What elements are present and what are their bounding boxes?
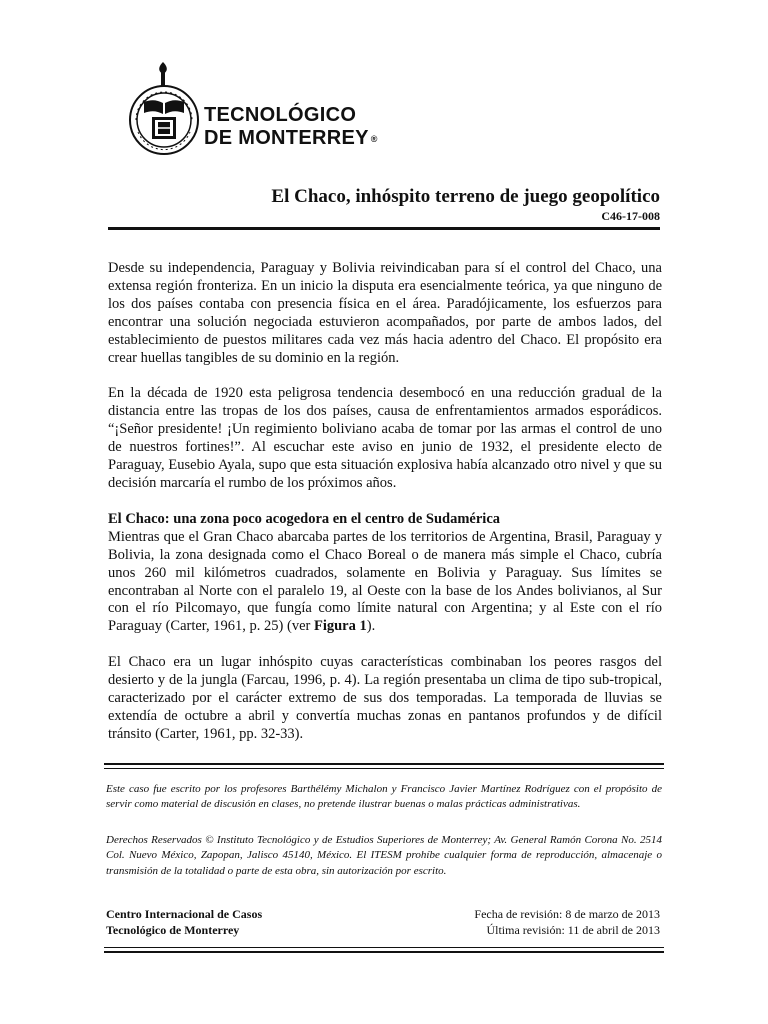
revision-info [474,906,660,938]
case-code: C46-17-008 [601,209,660,223]
section-heading: El Chaco: una zona poco acogedora en el centro de Sudamérica [108,510,501,527]
paragraph-4: El Chaco era un lugar inhóspito cuyas características combinaban los peores rasgos del desierto y de la jungla (Farcau, 1996, p. 4). La región presentaba un clima de tipo sub-tropical, caracterizado por el carácter extremo de sus dos temporadas. La temporada de lluvias se extendía de octubre a abril y convertía muchas zonas en pantanos profundos y de difícil tránsito (Carter, 1961, pp. 32-33). [108,654,662,742]
footer-divider-top-thin [104,768,664,769]
case-center-line-1: Centro Internacional de Casos [106,907,263,921]
footer-divider-top [104,763,664,765]
footer-divider-bottom-thin [104,947,664,948]
paragraph-3 [108,529,662,636]
authorship-note: Este caso fue escrito por los profesores Barthélémy Michalon y Francisco Javier Martínez Rodríguez con el propósito de servir como material de discusión en clases, no pretende ilustrar buenas o malas prácticas administrativas. [106,783,662,811]
last-revision-date: Última revisión: 11 de abril de 2013 [486,923,660,937]
paragraph-3-end: ). [366,618,376,635]
case-center [106,906,262,938]
document-body [108,260,662,762]
paragraph-1: Desde su independencia, Paraguay y Bolivia reivindicaban para sí el control del Chaco, una extensa región fronteriza. En un inicio la disputa era esencialmente teórica, ya que ninguno de los dos países contaba con presencia física en el área. Paradójicamente, los esfuerzos para encontrar una solución negociada estuvieron acompañados, por parte de ambos lados, del establecimiento de puestos militares cada vez más hacia adentro del Chaco. El propósito era crear huellas tangibles de su dominio en la región. [108,260,662,366]
paragraph-2: En la década de 1920 esta peligrosa tendencia desembocó en una reducción gradual de la distancia entre las tropas de los dos países, causa de enfrentamientos armados esporádicos. “¡Señor presidente! ¡Un regimiento boliviano acaba de tomar por las armas el control de uno de nuestros fortines!”. Al escuchar este aviso en junio de 1932, el presidente electo de Paraguay, Eusebio Ayala, supo que esta situación explosiva había alcanzado otro nivel y que su decisión marcaría el rumbo de los próximos años. [108,385,662,491]
document-title: El Chaco, inhóspito terreno de juego geopolítico [271,186,660,207]
copyright-note: Derechos Reservados © Instituto Tecnológico y de Estudios Superiores de Monterrey; Av. General Ramón Corona No. 2514 Col. Nuevo México, Zapopan, Jalisco 45140, México. El ITESM prohíbe cualquier forma de reproducción, almacenaje o transmisión de la totalidad o parte de esta obra, sin autorización por escrito. [106,834,662,877]
footer-divider-bottom [104,951,664,953]
brand-line-1: TECNOLÓGICO [204,104,357,126]
revision-date: Fecha de revisión: 8 de marzo de 2013 [474,907,660,921]
brand-line-2-text: DE MONTERREY [204,127,369,149]
figure-reference: Figura 1 [313,618,367,635]
case-center-line-2: Tecnológico de Monterrey [106,923,240,937]
brand-name [204,104,378,150]
registered-mark: ® [370,134,378,144]
brand-line-2 [204,127,378,150]
paragraph-3-text: Mientras que el Gran Chaco abarcaba partes de los territorios de Argentina, Brasil, Paraguay y Bolivia, la zona designada como el Chaco Boreal o de manera más simple el Chaco, cubría unos 260 mil kilómetros cuadrados, solamente en Bolivia y Paraguay. Sus límites se encontraban al Norte con el paralelo 19, al Oeste con la base de los Andes bolivianos, al Sur con el río Pilcomayo, que fungía como límite natural con Argentina; y al Este con el río Paraguay (Carter, 1961, p. 25) (ver [108,528,662,635]
institution-logo [126,62,386,164]
seal-icon [126,62,202,158]
title-divider [108,227,660,230]
